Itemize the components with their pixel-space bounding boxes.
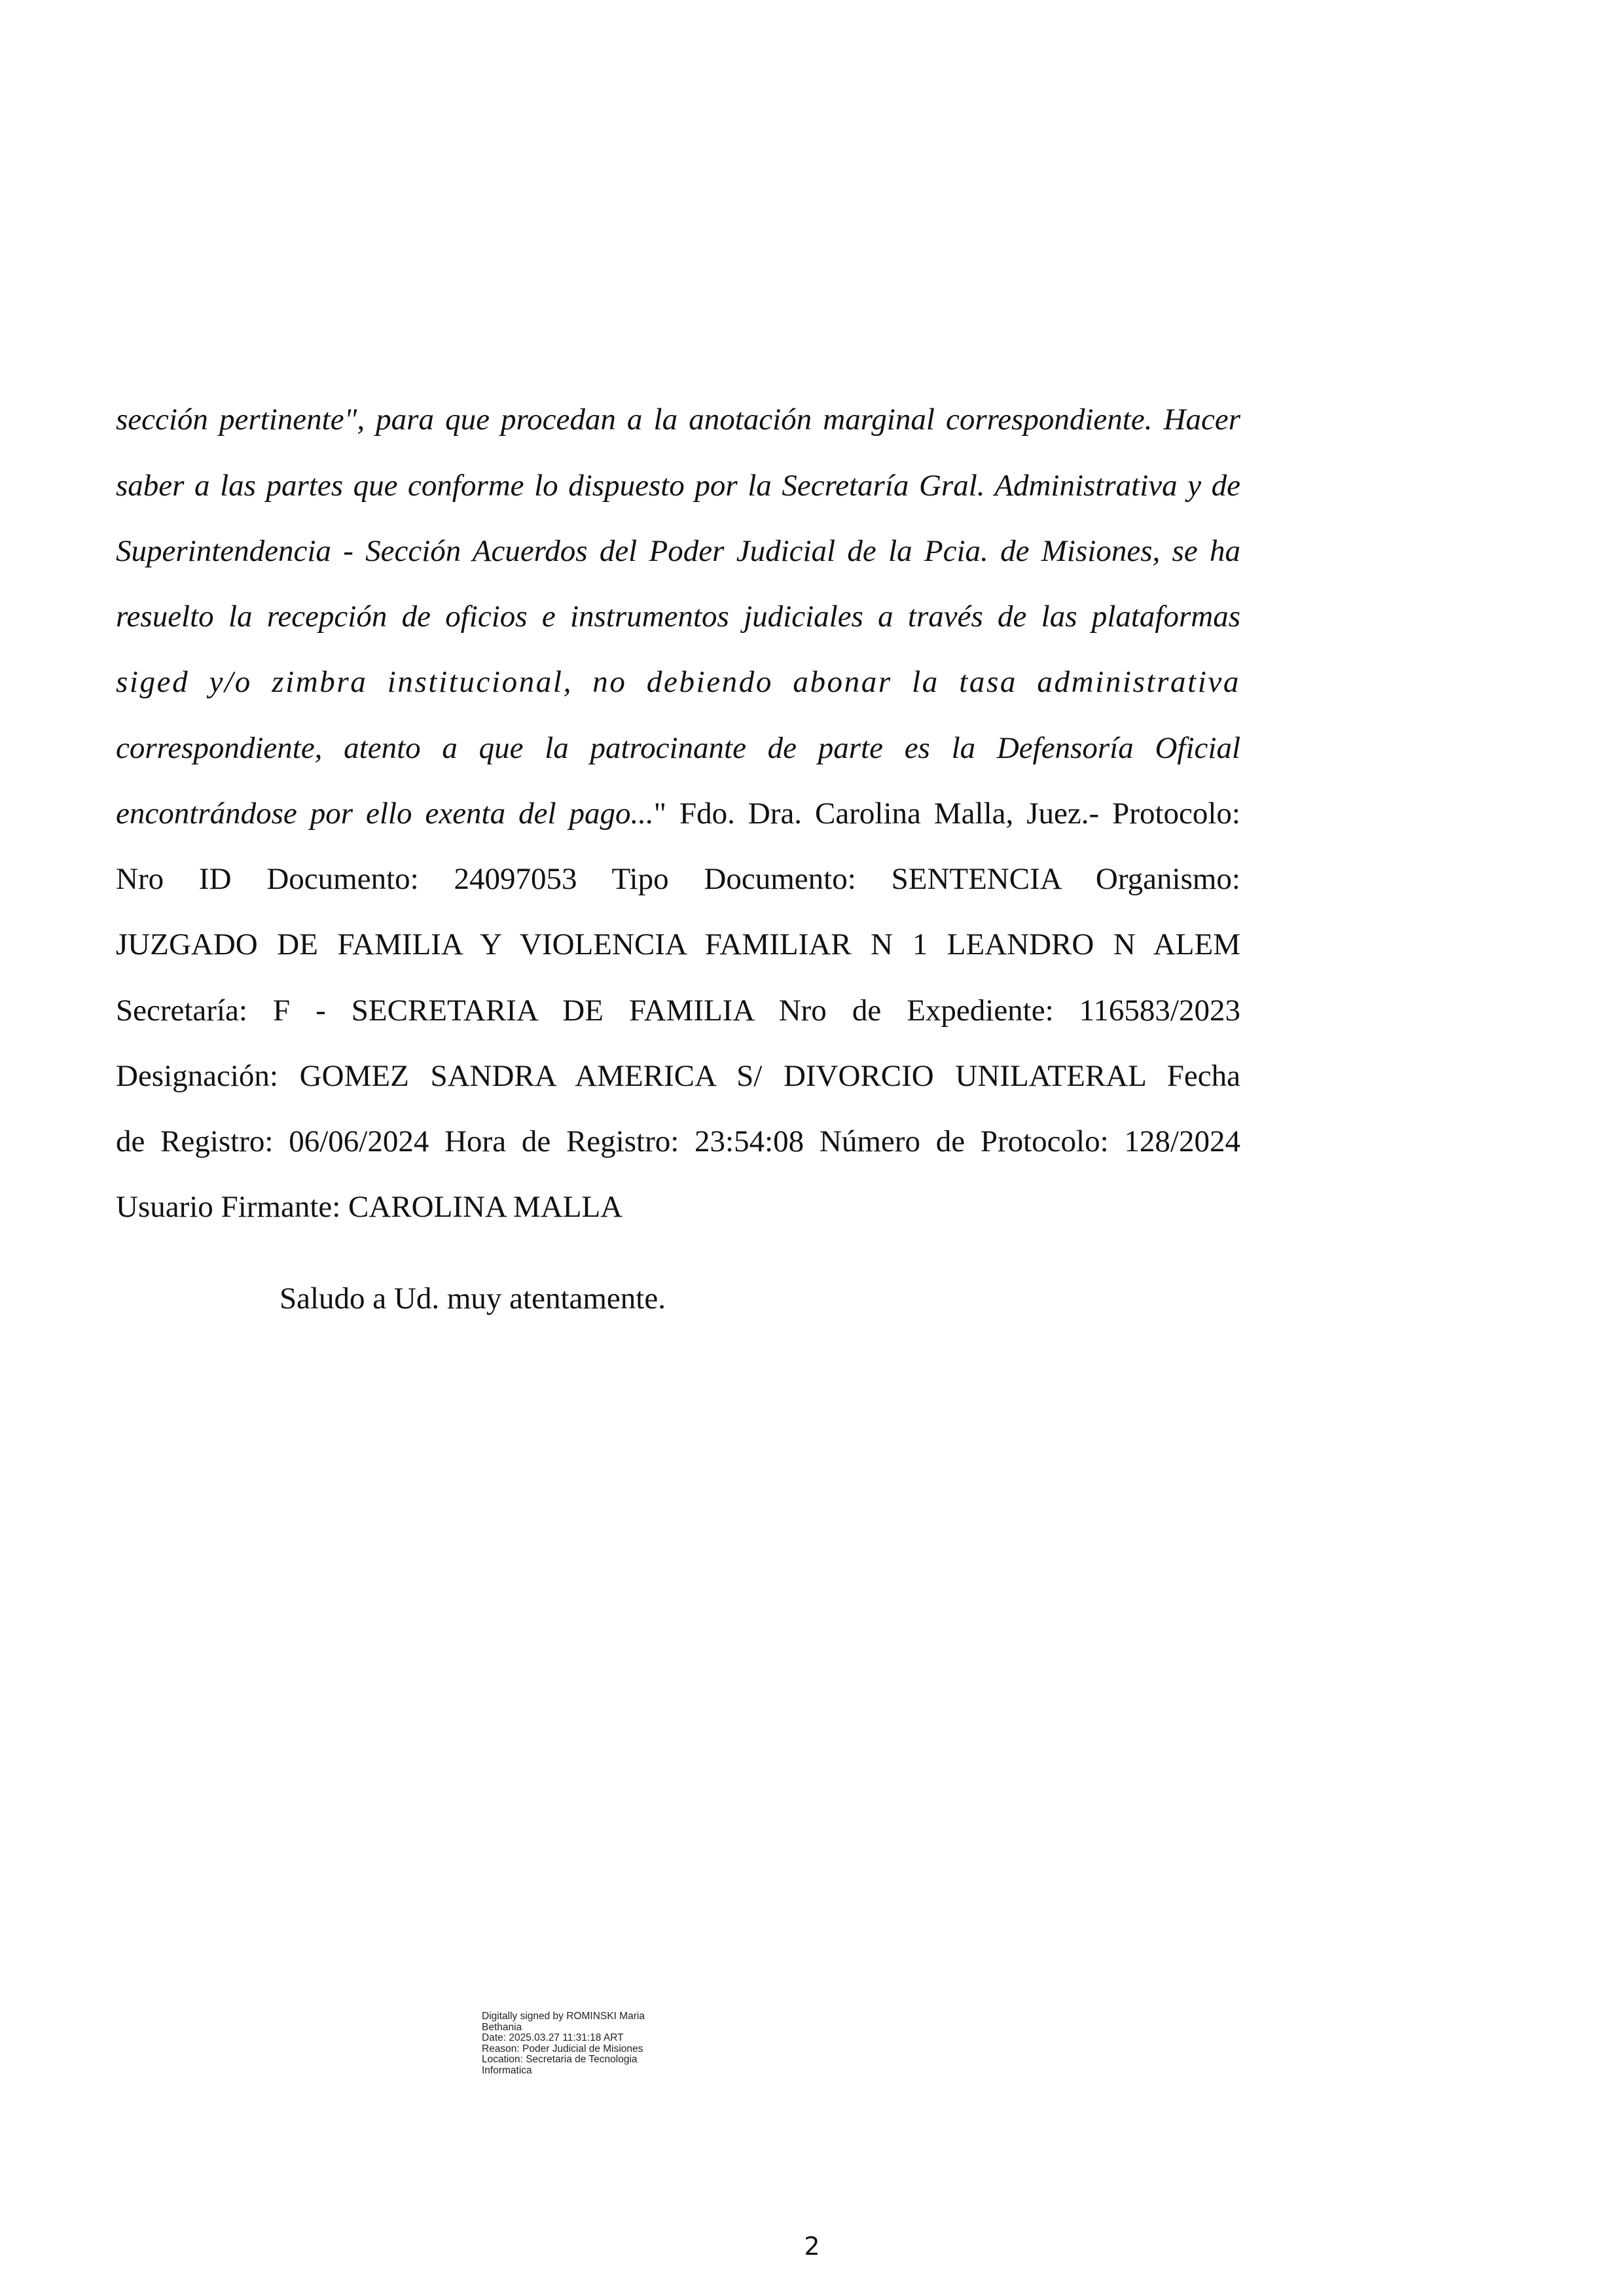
- body-line: [116, 1122, 1240, 1161]
- body-line: [116, 466, 1240, 505]
- italic-text: siged y/o zimbra institucional, no debiendo abonar la tasa administrativa: [116, 665, 1240, 699]
- italic-text: resuelto la recepción de oficios e instrumentos judiciales a través de las plataformas: [116, 600, 1240, 634]
- digital-signature-block: [482, 2011, 645, 2077]
- closing-greeting: Saludo a Ud. muy atentamente.: [280, 1282, 666, 1316]
- signature-line: Reason: Poder Judicial de Misiones: [482, 2043, 643, 2054]
- body-line: [116, 662, 1240, 702]
- roman-text: JUZGADO DE FAMILIA Y VIOLENCIA FAMILIAR N 1 LEANDRO N ALEM: [116, 927, 1240, 961]
- body-line: [116, 1187, 1240, 1227]
- roman-text: de Registro: 06/06/2024 Hora de Registro: 23:54:08 Número de Protocolo: 128/2024: [116, 1124, 1240, 1158]
- signature-line: Bethania: [482, 2021, 522, 2033]
- signature-line: Informatica: [482, 2064, 532, 2076]
- body-line: [116, 794, 1240, 833]
- roman-text: Nro ID Documento: 24097053 Tipo Documento: SENTENCIA Organismo:: [116, 862, 1240, 896]
- body-line: [116, 400, 1240, 439]
- italic-text: Superintendencia - Sección Acuerdos del Poder Judicial de la Pcia. de Misiones, se ha: [116, 534, 1240, 568]
- roman-text: Usuario Firmante: CAROLINA MALLA: [116, 1190, 623, 1224]
- body-line: [116, 531, 1240, 571]
- body-line: [116, 597, 1240, 636]
- italic-text: sección pertinente", para que procedan a la anotación marginal correspondiente. Hacer: [116, 403, 1240, 437]
- signature-line: Digitally signed by ROMINSKI Maria: [482, 2011, 645, 2022]
- roman-text: Secretaría: F - SECRETARIA DE FAMILIA Nro de Expediente: 116583/2023: [116, 994, 1240, 1028]
- signature-line: Location: Secretaria de Tecnologia: [482, 2054, 638, 2066]
- body-line: [116, 859, 1240, 899]
- roman-text: " Fdo. Dra. Carolina Malla, Juez.- Protocolo:: [653, 797, 1240, 831]
- italic-text: encontrándose por ello exenta del pago...: [116, 797, 654, 831]
- body-line: [116, 1056, 1240, 1096]
- italic-text: saber a las partes que conforme lo dispuesto por la Secretaría Gral. Administrativa y de: [116, 469, 1240, 503]
- signature-line: Date: 2025.03.27 11:31:18 ART: [482, 2032, 624, 2044]
- body-line: [116, 728, 1240, 768]
- page-number: 2: [804, 2232, 820, 2261]
- body-line: [116, 925, 1240, 964]
- body-line: [116, 991, 1240, 1030]
- roman-text: Designación: GOMEZ SANDRA AMERICA S/ DIVORCIO UNILATERAL Fecha: [116, 1059, 1240, 1093]
- italic-text: correspondiente, atento a que la patrocinante de parte es la Defensoría Oficial: [116, 731, 1240, 765]
